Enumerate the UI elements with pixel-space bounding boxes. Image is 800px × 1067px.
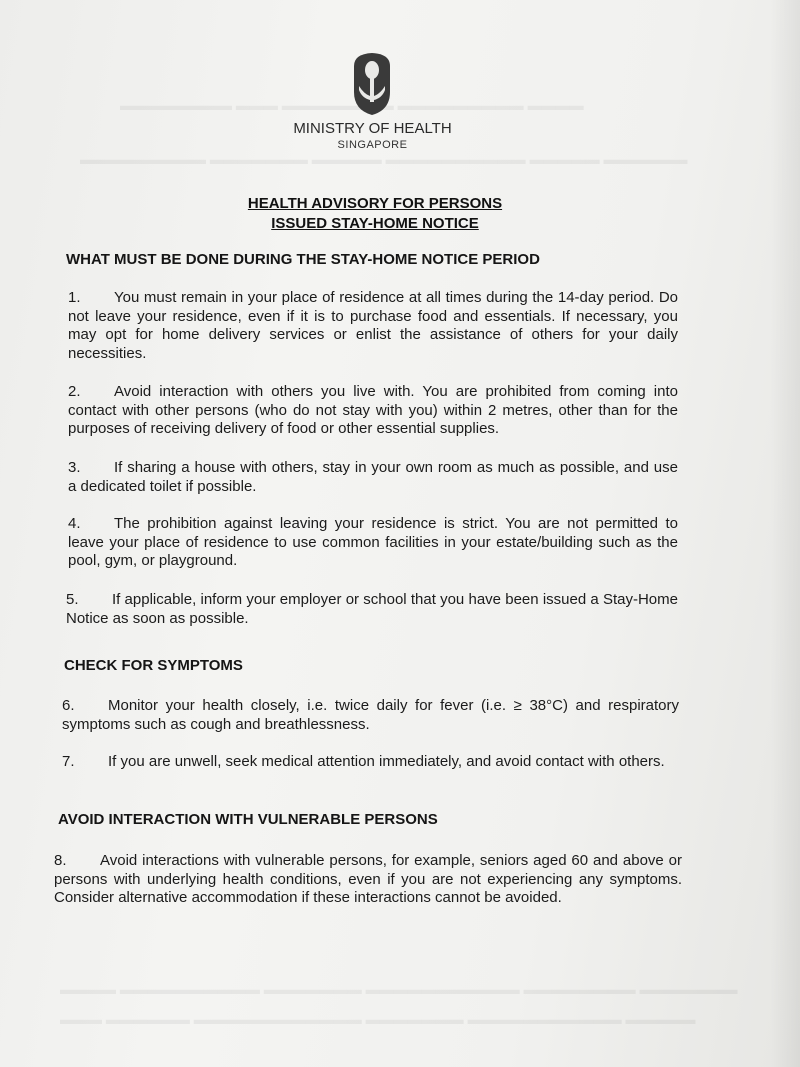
paragraph-text: If applicable, inform your employer or school that you have been issued a Stay-Home Notice as soon as possible. [66,591,678,627]
paragraph-number: 6. [62,697,75,714]
paragraph-4 [68,515,678,571]
paragraph-text: Avoid interaction with others you live with. You are prohibited from coming into contact with other persons (who do not stay with you) within 2 metres, other than for the purposes of receiving delivery of food or other essential supplies. [68,383,678,437]
document-title-line1: HEALTH ADVISORY FOR PERSONS [247,195,503,212]
document-title-line2: ISSUED STAY-HOME NOTICE [271,215,479,232]
paragraph-1 [68,289,678,363]
ministry-name: MINISTRY OF HEALTH [293,120,452,137]
paragraph-text: If sharing a house with others, stay in your own room as much as possible, and use a dedicated toilet if possible. [68,459,678,495]
show-through-text: ▬▬▬▬▬▬ ▬▬▬▬▬ ▬▬▬▬▬▬▬▬▬▬ ▬▬▬▬▬ ▬▬▬▬▬▬▬ ▬▬▬▬▬▬▬▬▬ [80,151,688,167]
show-through-text: ▬▬▬▬▬ ▬▬▬▬▬▬▬▬▬▬▬ ▬▬▬▬▬▬▬ ▬▬▬▬▬▬▬▬▬▬▬▬ ▬▬▬▬▬▬ ▬▬▬ [60,1011,696,1027]
paragraph-6 [62,697,679,734]
page-shadow [770,0,800,1067]
paragraph-text: The prohibition against leaving your residence is strict. You are not permitted to leave your place of residence to use common facilities in your estate/building such as the pool, gym, or playground. [68,515,678,569]
section-heading: AVOID INTERACTION WITH VULNERABLE PERSONS [58,811,438,828]
paragraph-number: 3. [68,459,81,476]
paragraph-number: 5. [66,591,79,608]
country-name: SINGAPORE [337,139,408,151]
paragraph-text: Avoid interactions with vulnerable persons, for example, seniors aged 60 and above or persons with underlying health conditions, even if you are not experiencing any symptoms. Consider alternative accommodation if these interactions cannot be avoided. [54,852,682,906]
paragraph-text: Monitor your health closely, i.e. twice daily for fever (i.e. ≥ 38°C) and respiratory symptoms such as cough and breathlessness. [62,697,679,733]
section-heading: WHAT MUST BE DONE DURING THE STAY-HOME NOTICE PERIOD [66,251,540,268]
paragraph-5 [66,591,678,628]
paragraph-2 [68,383,678,439]
show-through-text: ▬▬▬▬ ▬▬▬▬▬▬▬▬▬ ▬▬▬▬▬▬▬▬ ▬▬▬ ▬▬▬▬▬▬▬▬ [120,97,584,113]
paragraph-text: You must remain in your place of residence at all times during the 14-day period. Do not leave your residence, even if it is to purchase food and essentials. If necessary, you may opt for home delivery services or enlist the assistance of others for your daily necessities. [68,289,678,362]
paragraph-number: 8. [54,852,67,869]
paragraph-text: If you are unwell, seek medical attention immediately, and avoid contact with others. [108,753,665,770]
paragraph-number: 4. [68,515,81,532]
paragraph-number: 1. [68,289,81,306]
paragraph-number: 7. [62,753,75,770]
section-heading: CHECK FOR SYMPTOMS [64,657,243,674]
paragraph-number: 2. [68,383,81,400]
paragraph-8 [54,852,682,908]
paragraph-7 [62,753,679,772]
show-through-text: ▬▬▬▬▬▬▬ ▬▬▬▬▬▬▬▬ ▬▬▬▬▬▬▬▬▬▬▬ ▬▬▬▬▬▬▬ ▬▬▬▬▬▬▬▬▬▬ ▬▬▬▬ [60,981,738,997]
paragraph-3 [68,459,678,496]
moh-crest-icon [350,52,394,116]
